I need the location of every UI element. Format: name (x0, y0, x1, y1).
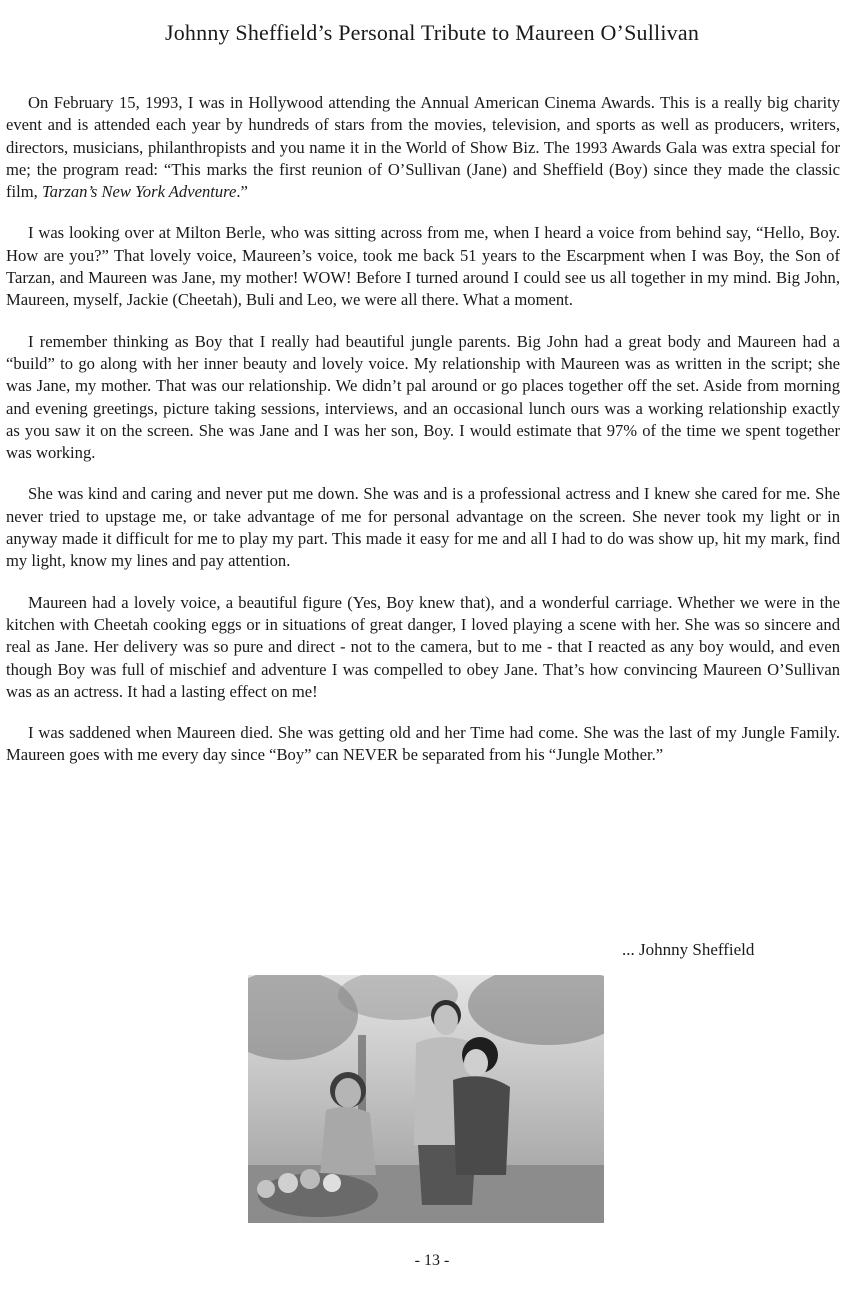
tarzan-family-photo (248, 975, 604, 1223)
paragraph-5: Maureen had a lovely voice, a beautiful figure (Yes, Boy knew that), and a wonderful carriage. Whether we were in the kitchen with Cheetah cooking eggs or in situations of great danger, I loved playing a scene with her. She was so sincere and real as Jane. Her delivery was so pure and direct - not to the camera, but to me - that I reacted as any boy would, and even though Boy was full of mischief and adventure I was compelled to obey Jane. That’s how convincing Maureen O’Sullivan was as an actress. It had a lasting effect on me! (6, 592, 840, 701)
paragraph-3: I remember thinking as Boy that I really had beautiful jungle parents. Big John had a great body and Maureen had a “build” to go along with her inner beauty and lovely voice. My relationship with Maureen was as written in the script; she was Jane, my mother. That was our relationship. We didn’t pal around or go places together off the set. Aside from morning and evening greetings, picture taking sessions, interviews, and an occasional lunch ours was a working relationship exactly as you saw it on the screen. She was Jane and I was her son, Boy. I would estimate that 97% of the time we spent together was working. (6, 331, 840, 463)
article-body (6, 92, 840, 786)
film-title: Tarzan’s New York Adventure (41, 182, 237, 202)
paragraph-2: I was looking over at Milton Berle, who was sitting across from me, when I heard a voice from behind say, “Hello, Boy. How are you?” That lovely voice, Maureen’s voice, took me back 51 years to the Escarpment when I was Boy, the Son of Tarzan, and Maureen was Jane, my mother! WOW! Before I turned around I could see us all together in my mind. Big John, Maureen, myself, Jackie (Cheetah), Buli and Leo, we were all there. What a moment. (6, 223, 840, 310)
photo-illustration (248, 975, 604, 1223)
page-number: - 13 - (414, 1252, 450, 1269)
signature: ... Johnny Sheffield (622, 940, 755, 959)
paragraph-1-tail: .” (236, 182, 248, 202)
page-title: Johnny Sheffield’s Personal Tribute to Maureen O’Sullivan (164, 20, 700, 45)
paragraph-4: She was kind and caring and never put me down. She was and is a professional actress and I knew she cared for me. She never tried to upstage me, or take advantage of me for personal advantage on the screen. She never took my light or in anyway made it difficult for me to play my part. This made it easy for me and all I had to do was show up, hit my mark, find my light, know my lines and pay attention. (6, 484, 840, 571)
paragraph-6: I was saddened when Maureen died. She was getting old and her Time had come. She was the last of my Jungle Family. Maureen goes with me every day since “Boy” can NEVER be separated from his “Jungle Mother.” (6, 723, 840, 765)
paragraph-1-text: On February 15, 1993, I was in Hollywood attending the Annual American Cinema Awards. This is a really big charity event and is attended each year by hundreds of stars from the movies, television, and sports as well as producers, writers, directors, musicians, philanthropists and you name it in the World of Show Biz. The 1993 Awards Gala was extra special for me; the program read: “This marks the first reunion of O’Sullivan (Jane) and Sheffield (Boy) since they made the classic film, (6, 93, 840, 202)
paragraph-1 (6, 92, 840, 203)
